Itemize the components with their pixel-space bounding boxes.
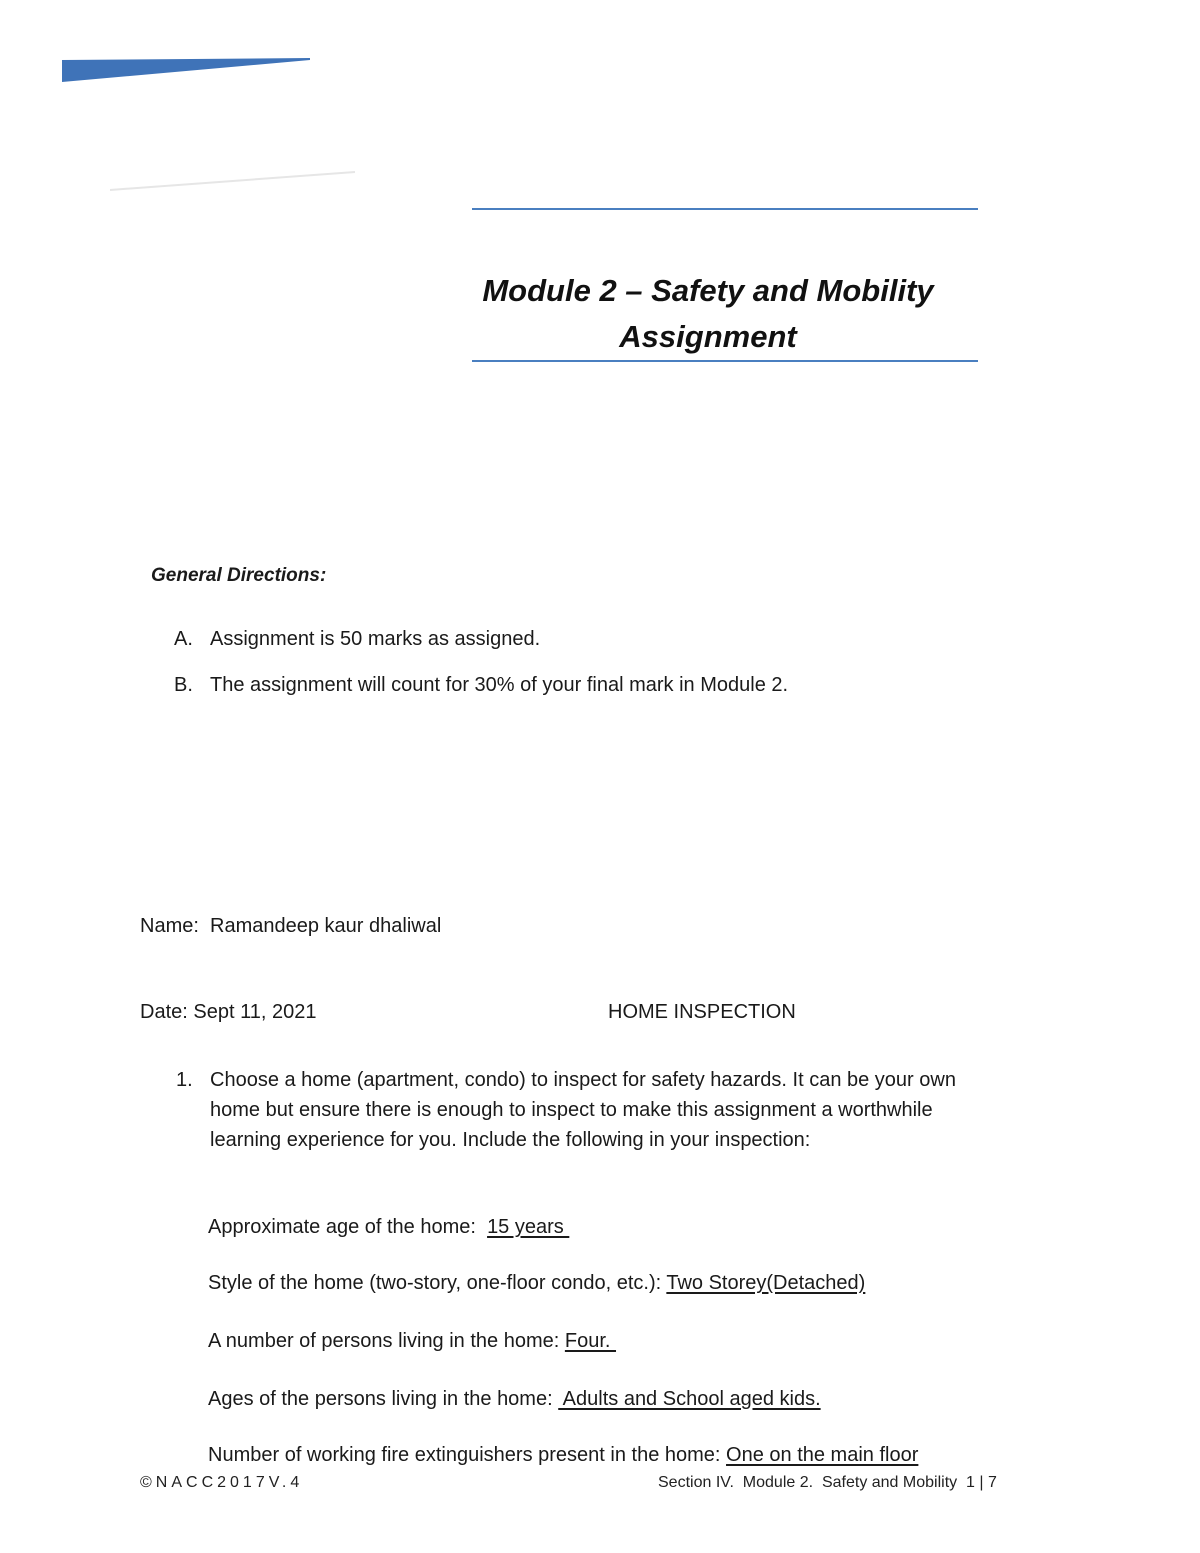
- field-value: Adults and School aged kids.: [558, 1388, 821, 1410]
- title-line-1: Module 2 – Safety and Mobility: [482, 273, 934, 308]
- field-persons-count: [208, 1326, 616, 1356]
- field-value: 15 years: [487, 1216, 570, 1238]
- name-line: [140, 911, 441, 941]
- logo-wedge-graphic: [62, 58, 312, 84]
- field-persons-ages: [208, 1384, 821, 1414]
- directions-item-a: [174, 624, 541, 654]
- list-marker: B.: [174, 674, 193, 696]
- field-label: A number of persons living in the home:: [208, 1330, 565, 1352]
- date-line: [140, 997, 316, 1027]
- field-label: Number of working fire extinguishers present in the home:: [208, 1444, 727, 1466]
- list-text: The assignment will count for 30% of your final mark in Module 2.: [210, 674, 789, 696]
- field-label: Style of the home (two-story, one-floor condo, etc.):: [208, 1272, 667, 1294]
- directions-item-b: [174, 670, 789, 700]
- field-value: Four.: [564, 1330, 617, 1352]
- question-line-1: Choose a home (apartment, condo) to inspect for safety hazards. It can be your own: [210, 1069, 956, 1091]
- question-text: [210, 1065, 1040, 1155]
- field-label: Ages of the persons living in the home:: [208, 1388, 559, 1410]
- footer-page-info: Section IV. Module 2. Safety and Mobility 1 | 7: [658, 1474, 997, 1491]
- field-age-of-home: [208, 1212, 569, 1242]
- name-value: Ramandeep kaur dhaliwal: [210, 915, 442, 937]
- title-line-2: Assignment: [619, 319, 797, 354]
- question-line-2: home but ensure there is enough to inspect to make this assignment a worthwhile: [210, 1099, 933, 1121]
- list-marker: A.: [174, 628, 193, 650]
- footer-copyright: ©NACC2017V.4: [140, 1474, 304, 1491]
- list-text: Assignment is 50 marks as assigned.: [210, 628, 541, 650]
- field-style-of-home: [208, 1268, 865, 1298]
- page-title: [440, 268, 976, 360]
- name-label: Name:: [140, 915, 199, 937]
- date-label: Date:: [140, 1001, 188, 1023]
- title-top-rule: [472, 208, 978, 210]
- date-value: Sept 11, 2021: [193, 1001, 317, 1023]
- section-heading: HOME INSPECTION: [608, 1001, 796, 1023]
- field-value: One on the main floor: [726, 1444, 919, 1466]
- field-fire-extinguishers: [208, 1440, 918, 1470]
- general-directions-heading: General Directions:: [151, 565, 327, 586]
- question-line-3: learning experience for you. Include the following in your inspection:: [210, 1129, 811, 1151]
- field-value: Two Storey(Detached): [666, 1272, 866, 1294]
- question-number: 1.: [176, 1069, 193, 1091]
- field-label: Approximate age of the home:: [208, 1216, 488, 1238]
- faint-decorative-line: [110, 168, 355, 192]
- title-bottom-rule: [472, 360, 978, 362]
